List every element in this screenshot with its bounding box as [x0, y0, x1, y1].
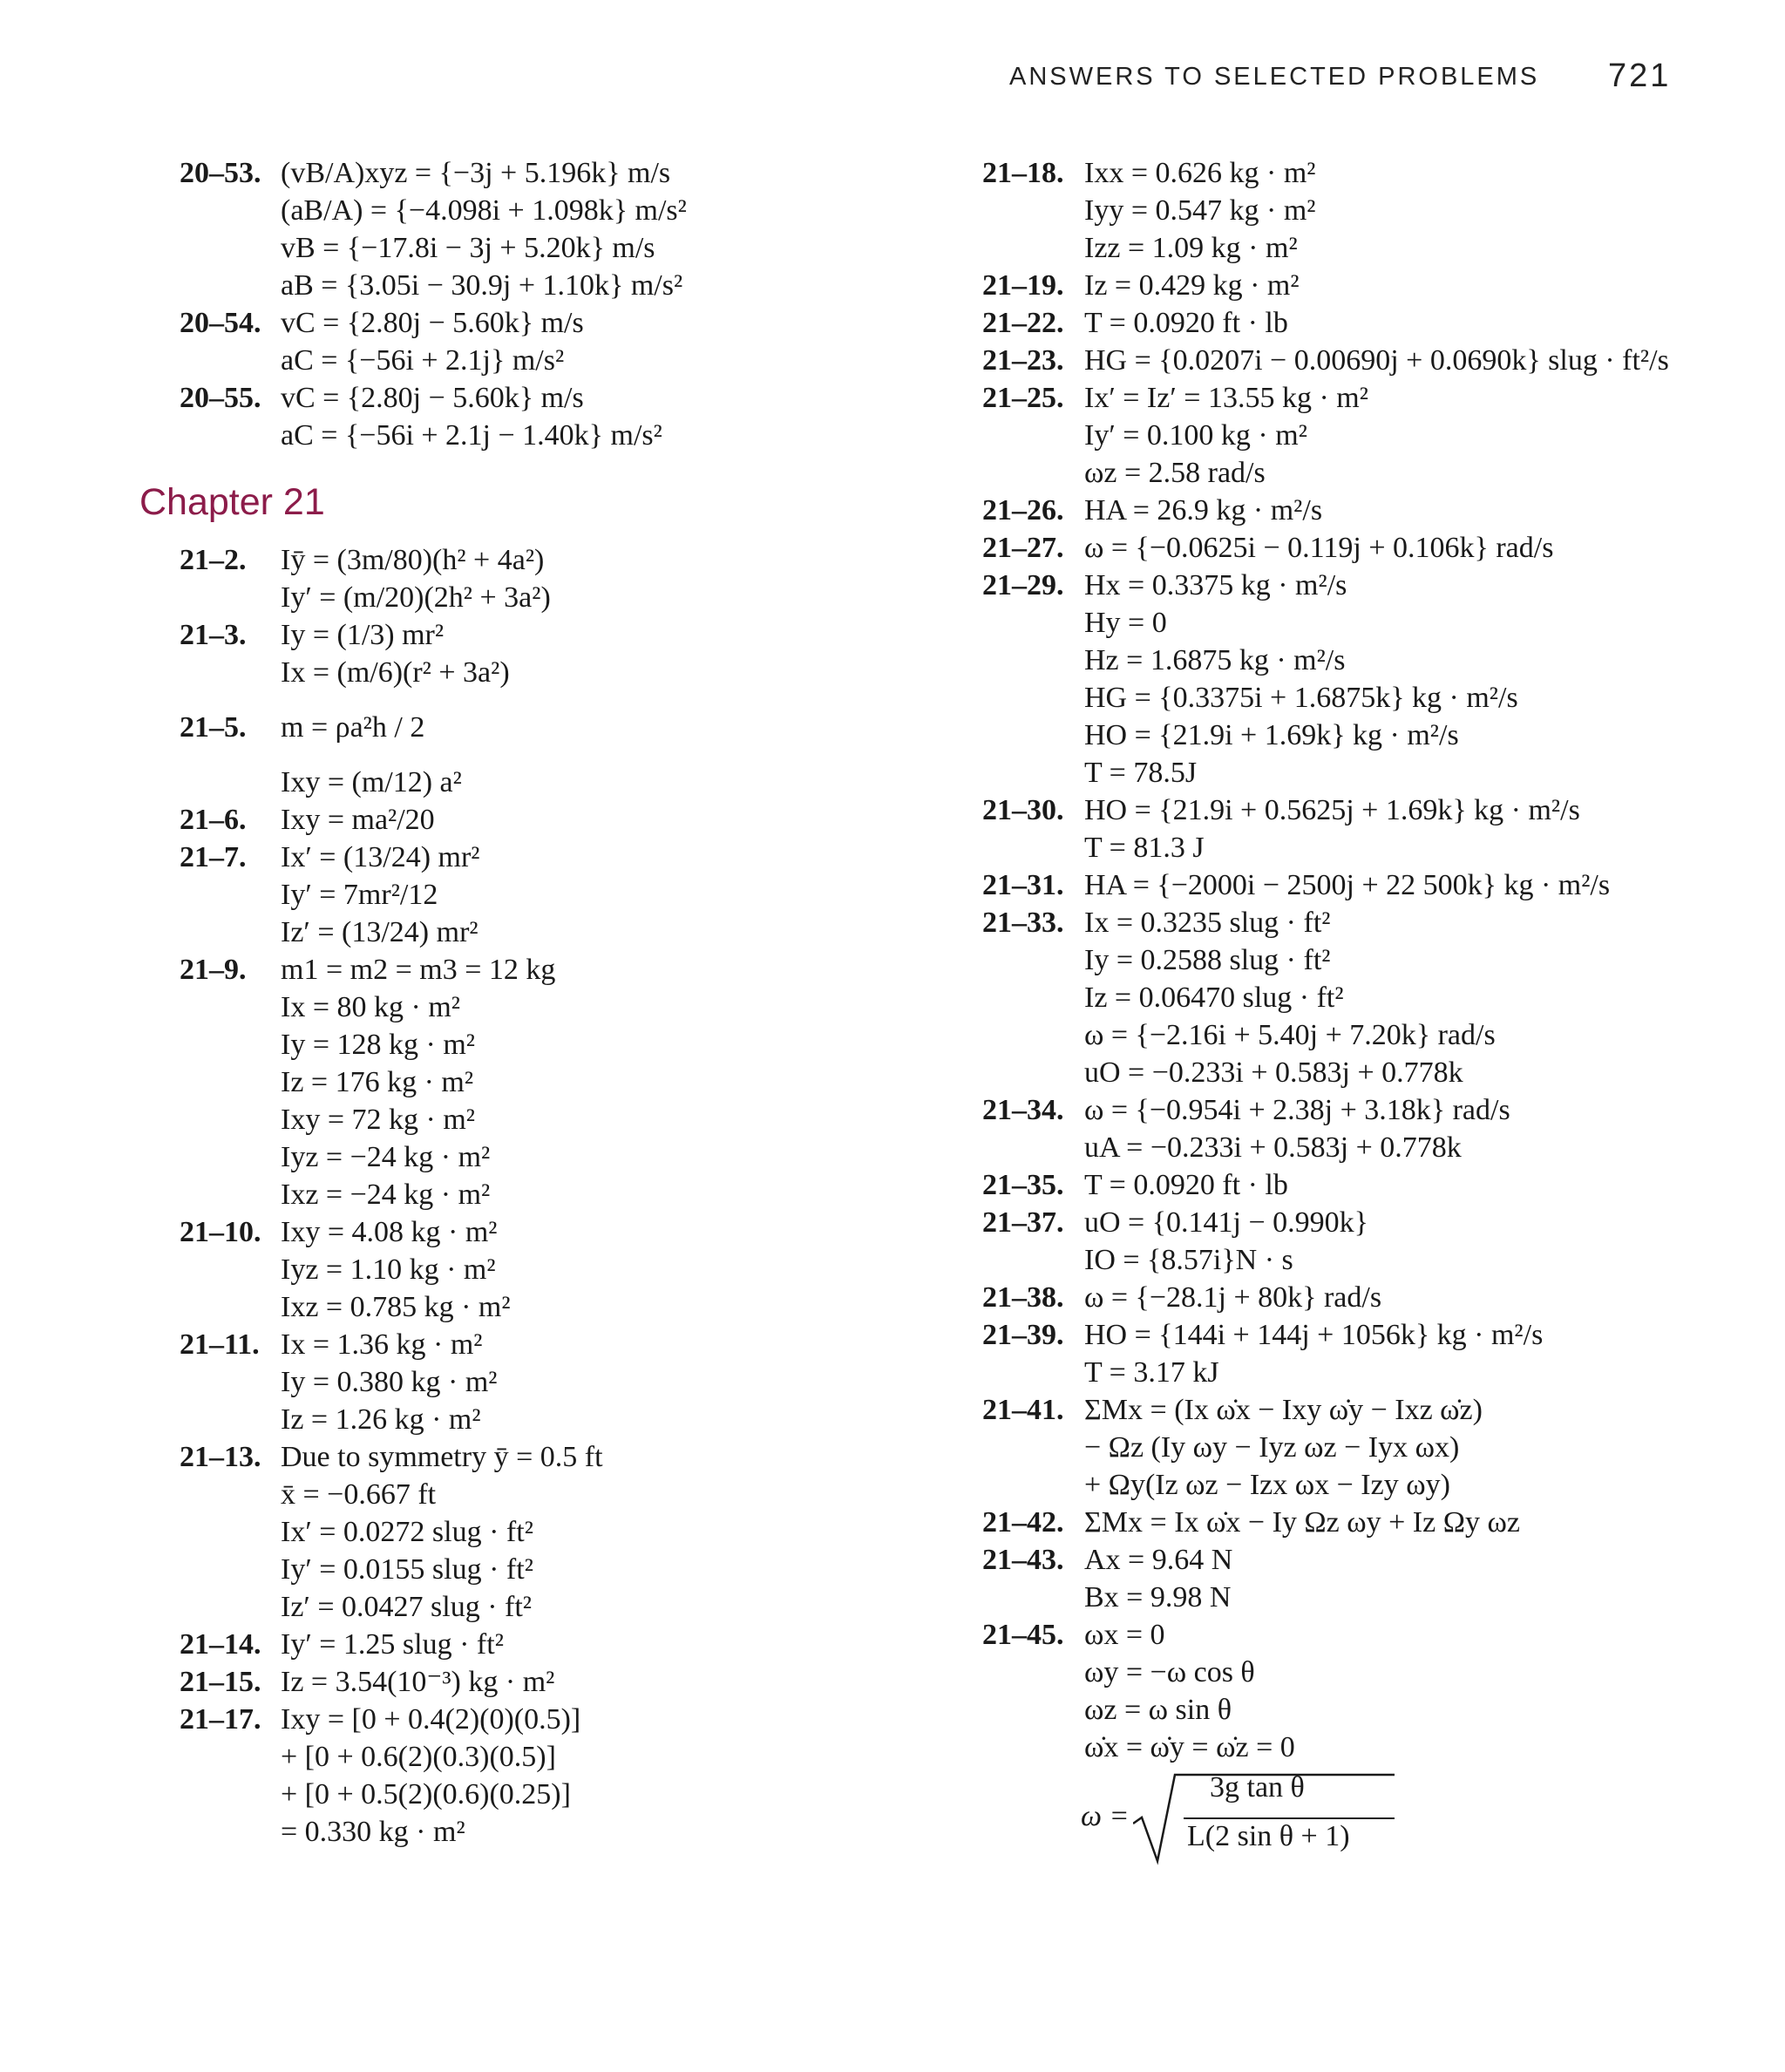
answer-expression: Hx = 0.3375 kg · m²/s: [1084, 569, 1347, 601]
problem-number: 21–13.: [180, 1441, 261, 1473]
answer-expression: HG = {0.3375i + 1.6875k} kg · m²/s: [1084, 682, 1518, 714]
answer-expression: uO = −0.233i + 0.583j + 0.778k: [1084, 1056, 1463, 1089]
answer-expression: Iy′ = (m/20)(2h² + 3a²): [281, 581, 551, 614]
answer-expression: + [0 + 0.5(2)(0.6)(0.25)]: [281, 1778, 571, 1810]
answer-expression: m1 = m2 = m3 = 12 kg: [281, 954, 556, 986]
problem-number: 21–25.: [982, 382, 1064, 414]
answer-expression: + Ωy(Iz ωz − Izx ωx − Izy ωy): [1084, 1469, 1450, 1501]
answer-expression: Iy′ = 0.100 kg · m²: [1084, 419, 1307, 452]
problem-number: 21–35.: [982, 1169, 1064, 1201]
problem-number: 21–41.: [982, 1394, 1064, 1426]
problem-number: 21–33.: [982, 907, 1064, 939]
answer-expression: Ixz = 0.785 kg · m²: [281, 1291, 511, 1323]
answer-expression: ωx = 0: [1084, 1619, 1165, 1651]
problem-number: 21–42.: [982, 1506, 1064, 1539]
answer-expression: Iy = (1/3) mr²: [281, 619, 445, 651]
problem-number: 21–10.: [180, 1216, 261, 1248]
problem-number: 21–45.: [982, 1619, 1064, 1651]
answer-expression: T = 0.0920 ft · lb: [1084, 1169, 1288, 1201]
answer-expression: Iȳ = (3m/80)(h² + 4a²): [281, 544, 545, 576]
answer-expression: T = 81.3 J: [1084, 832, 1205, 864]
answer-expression: HO = {21.9i + 0.5625j + 1.69k} kg · m²/s: [1084, 794, 1580, 826]
answer-expression: Iy = 0.2588 slug · ft²: [1084, 944, 1331, 976]
answer-expression: vC = {2.80j − 5.60k} m/s: [281, 382, 584, 414]
answer-expression: Iyy = 0.547 kg · m²: [1084, 194, 1316, 227]
answer-expression: Iz = 1.26 kg · m²: [281, 1403, 481, 1436]
problem-number: 21–2.: [180, 544, 247, 576]
answer-expression: uO = {0.141j − 0.990k}: [1084, 1206, 1368, 1239]
problem-number: 21–38.: [982, 1281, 1064, 1314]
final-formula-lhs: ω =: [1081, 1800, 1130, 1832]
problem-number: 21–23.: [982, 344, 1064, 377]
problem-number: 21–29.: [982, 569, 1064, 601]
answer-expression: ωy = −ω cos θ: [1084, 1656, 1255, 1688]
answer-expression: ΣMx = (Ix ω̇x − Ixy ω̇y − Ixz ω̇z): [1084, 1394, 1483, 1426]
answer-expression: Ixy = [0 + 0.4(2)(0)(0.5)]: [281, 1703, 581, 1736]
problem-number: 21–7.: [180, 841, 247, 873]
final-formula-numerator: 3g tan θ: [1210, 1771, 1305, 1804]
answer-expression: Ix = 1.36 kg · m²: [281, 1328, 483, 1361]
problem-number: 21–17.: [180, 1703, 261, 1736]
answer-expression: ΣMx = Ix ω̇x − Iy Ωz ωy + Iz Ωy ωz: [1084, 1506, 1520, 1539]
problem-number: 21–26.: [982, 494, 1064, 526]
answer-expression: ω = {−0.954i + 2.38j + 3.18k} rad/s: [1084, 1094, 1510, 1126]
answer-expression: m = ρa²h / 2: [281, 711, 425, 744]
chapter-heading: Chapter 21: [139, 481, 325, 523]
answer-expression: Due to symmetry ȳ = 0.5 ft: [281, 1441, 603, 1473]
answer-expression: ω̇x = ω̇y = ω̇z = 0: [1084, 1731, 1295, 1763]
answer-expression: uA = −0.233i + 0.583j + 0.778k: [1084, 1131, 1462, 1164]
problem-number: 21–39.: [982, 1319, 1064, 1351]
answer-expression: Izz = 1.09 kg · m²: [1084, 232, 1298, 264]
problem-number: 21–11.: [180, 1328, 260, 1361]
answer-expression: x̄ = −0.667 ft: [281, 1478, 437, 1511]
answer-expression: Ix = (m/6)(r² + 3a²): [281, 656, 510, 689]
answer-expression: T = 3.17 kJ: [1084, 1356, 1219, 1389]
answer-expression: aC = {−56i + 2.1j − 1.40k} m/s²: [281, 419, 662, 452]
problem-number: 21–37.: [982, 1206, 1064, 1239]
answer-expression: T = 0.0920 ft · lb: [1084, 307, 1288, 339]
problem-number: 20–55.: [180, 382, 261, 414]
answer-expression: (vB/A)xyz = {−3j + 5.196k} m/s: [281, 157, 671, 189]
answer-expression: Ax = 9.64 N: [1084, 1544, 1233, 1576]
answer-expression: HG = {0.0207i − 0.00690j + 0.0690k} slug · ft²/s: [1084, 344, 1669, 377]
answer-expression: Iz′ = (13/24) mr²: [281, 916, 478, 948]
answer-expression: vC = {2.80j − 5.60k} m/s: [281, 307, 584, 339]
problem-number: 21–6.: [180, 804, 247, 836]
answer-expression: Iyz = −24 kg · m²: [281, 1141, 491, 1173]
problem-number: 21–43.: [982, 1544, 1064, 1576]
answer-expression: Ixy = ma²/20: [281, 804, 435, 836]
problem-number: 20–54.: [180, 307, 261, 339]
answer-expression: + [0 + 0.6(2)(0.3)(0.5)]: [281, 1741, 556, 1773]
answer-expression: HO = {21.9i + 1.69k} kg · m²/s: [1084, 719, 1459, 751]
answer-expression: IO = {8.57i}N · s: [1084, 1244, 1293, 1276]
answer-expression: Ix = 0.3235 slug · ft²: [1084, 907, 1331, 939]
answer-expression: aB = {3.05i − 30.9j + 1.10k} m/s²: [281, 269, 683, 302]
answer-expression: − Ωz (Iy ωy − Iyz ωz − Iyx ωx): [1084, 1431, 1460, 1464]
answer-expression: = 0.330 kg · m²: [281, 1816, 465, 1848]
answer-expression: Iz′ = 0.0427 slug · ft²: [281, 1591, 532, 1623]
answer-expression: ω = {−28.1j + 80k} rad/s: [1084, 1281, 1382, 1314]
answer-expression: ω = {−0.0625i − 0.119j + 0.106k} rad/s: [1084, 532, 1554, 564]
answer-expression: Ixy = 72 kg · m²: [281, 1104, 475, 1136]
answer-expression: vB = {−17.8i − 3j + 5.20k} m/s: [281, 232, 655, 264]
answer-expression: Iy′ = 7mr²/12: [281, 879, 438, 911]
answer-expression: Ixx = 0.626 kg · m²: [1084, 157, 1316, 189]
answer-expression: Iz = 3.54(10⁻³) kg · m²: [281, 1666, 555, 1698]
problem-number: 21–18.: [982, 157, 1064, 189]
answer-expression: Iz = 0.429 kg · m²: [1084, 269, 1300, 302]
answer-expression: Ixy = 4.08 kg · m²: [281, 1216, 498, 1248]
answer-expression: (aB/A) = {−4.098i + 1.098k} m/s²: [281, 194, 687, 227]
problem-number: 21–3.: [180, 619, 247, 651]
answer-expression: Iz = 176 kg · m²: [281, 1066, 474, 1098]
answer-expression: Iz = 0.06470 slug · ft²: [1084, 982, 1344, 1014]
problem-number: 20–53.: [180, 157, 261, 189]
answer-expression: Bx = 9.98 N: [1084, 1581, 1232, 1613]
answer-expression: Iy′ = 1.25 slug · ft²: [281, 1628, 504, 1661]
final-formula-denominator: L(2 sin θ + 1): [1187, 1820, 1350, 1852]
answer-expression: Ix′ = 0.0272 slug · ft²: [281, 1516, 533, 1548]
problem-number: 21–34.: [982, 1094, 1064, 1126]
answer-expression: HO = {144i + 144j + 1056k} kg · m²/s: [1084, 1319, 1544, 1351]
answer-expression: Ixy = (m/12) a²: [281, 766, 462, 798]
problem-number: 21–30.: [982, 794, 1064, 826]
problem-number: 21–19.: [982, 269, 1064, 302]
answer-expression: Ixz = −24 kg · m²: [281, 1179, 491, 1211]
answer-expression: Hz = 1.6875 kg · m²/s: [1084, 644, 1346, 676]
answer-expression: ω = {−2.16i + 5.40j + 7.20k} rad/s: [1084, 1019, 1496, 1051]
answer-expression: Iy = 0.380 kg · m²: [281, 1366, 498, 1398]
answer-expression: HA = {−2000i − 2500j + 22 500k} kg · m²/s: [1084, 869, 1611, 901]
answer-expression: Ix′ = (13/24) mr²: [281, 841, 480, 873]
problem-number: 21–15.: [180, 1666, 261, 1698]
problem-number: 21–22.: [982, 307, 1064, 339]
problem-number: 21–14.: [180, 1628, 261, 1661]
problem-number: 21–9.: [180, 954, 247, 986]
problem-number: 21–5.: [180, 711, 247, 744]
answer-expression: Iy′ = 0.0155 slug · ft²: [281, 1553, 533, 1586]
final-formula: [1081, 1770, 1360, 1865]
problem-number: 21–27.: [982, 532, 1064, 564]
answer-expression: aC = {−56i + 2.1j} m/s²: [281, 344, 565, 377]
problem-number: 21–31.: [982, 869, 1064, 901]
answer-expression: Ix = 80 kg · m²: [281, 991, 460, 1023]
answer-expression: Iy = 128 kg · m²: [281, 1029, 475, 1061]
answer-expression: Iyz = 1.10 kg · m²: [281, 1253, 496, 1286]
page-number: 721: [1608, 58, 1672, 94]
answer-expression: T = 78.5J: [1084, 757, 1198, 789]
answer-expression: ωz = ω sin θ: [1084, 1694, 1232, 1726]
answer-expression: ωz = 2.58 rad/s: [1084, 457, 1266, 489]
answer-expression: Ix′ = Iz′ = 13.55 kg · m²: [1084, 382, 1368, 414]
answer-expression: Hy = 0: [1084, 607, 1167, 639]
answer-expression: HA = 26.9 kg · m²/s: [1084, 494, 1323, 526]
page-header-title: ANSWERS TO SELECTED PROBLEMS: [1009, 63, 1540, 91]
